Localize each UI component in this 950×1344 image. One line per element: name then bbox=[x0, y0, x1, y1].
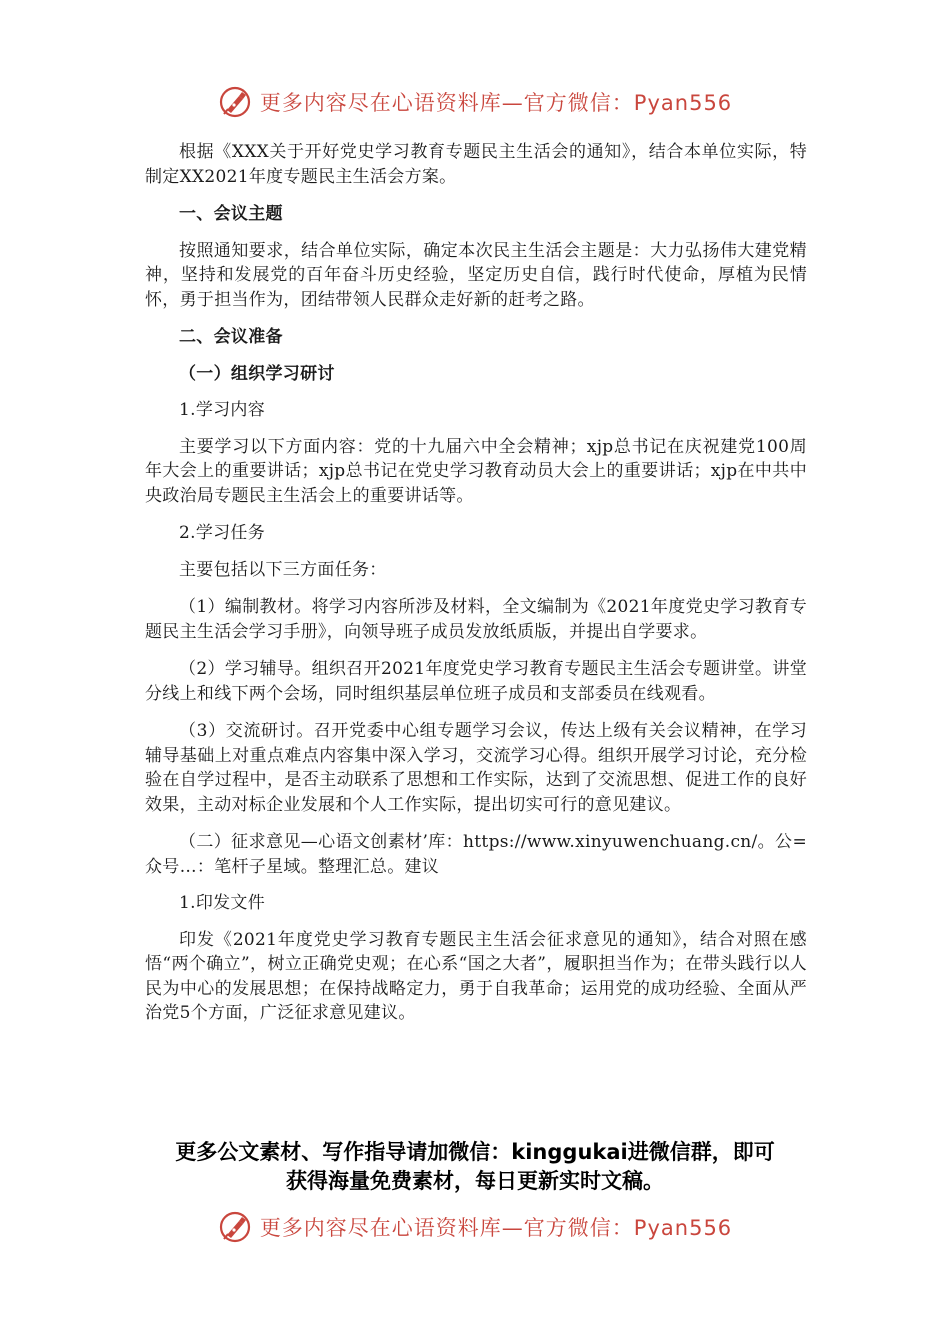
section-heading: 一、会议主题 bbox=[179, 204, 283, 224]
subsection-heading: （一）组织学习研讨 bbox=[179, 363, 335, 384]
paragraph: 1.印发文件 bbox=[179, 893, 266, 913]
header-banner bbox=[0, 82, 950, 122]
document-body bbox=[145, 140, 807, 1026]
paragraph: 印发《2021年度党史学习教育专题民主生活会征求意见的通知》，结合对照在感悟“两个确立”，树立正确党史观；在心系“国之大者”，履职担当作为；在带头践行以人民为中心的发展思想；在保持战略定力，勇于自我革命；运用党的成功经验、全面从严治党5个方面，广泛征求意见建议。 bbox=[145, 929, 807, 1023]
promo-text bbox=[0, 1138, 950, 1196]
paragraph: 按照通知要求，结合单位实际，确定本次民主生活会主题是：大力弘扬伟大建党精神，坚持和发展党的百年奋斗历史经验，坚定历史自信，践行时代使命，厚植为民情怀，勇于担当作为，团结带领人民群众走好新的赶考之路。 bbox=[145, 240, 807, 310]
paragraph: 1.学习内容 bbox=[179, 400, 266, 420]
pen-nib-icon bbox=[218, 1210, 252, 1244]
promo-line-2: 获得海量免费素材，每日更新实时文稿。 bbox=[286, 1169, 664, 1193]
paragraph: 根据《XXX关于开好党史学习教育专题民主生活会的通知》，结合本单位实际，特制定XX2021年度专题民主生活会方案。 bbox=[145, 142, 807, 187]
paragraph: （3）交流研讨。召开党委中心组专题学习会议，传达上级有关会议精神，在学习辅导基础上对重点难点内容集中深入学习，交流学习心得。组织开展学习讨论，充分检验在自学过程中，是否主动联系了思想和工作实际，达到了交流思想、促进工作的良好效果，主动对标企业发展和个人工作实际，提出切实可行的意见建议。 bbox=[145, 721, 807, 815]
footer-banner bbox=[0, 1207, 950, 1247]
paragraph: 主要包括以下三方面任务： bbox=[179, 559, 387, 580]
paragraph: （2）学习辅导。组织召开2021年度党史学习教育专题民主生活会专题讲堂。讲堂分线上和线下两个会场，同时组织基层单位班子成员和支部委员在线观看。 bbox=[145, 659, 807, 704]
paragraph: 主要学习以下方面内容：党的十九届六中全会精神；xjp总书记在庆祝建党100周年大会上的重要讲话；xjp总书记在党史学习教育动员大会上的重要讲话；xjp在中共中央政治局专题民主生活会上的重要讲话等。 bbox=[145, 436, 807, 506]
pen-nib-icon bbox=[218, 85, 252, 119]
promo-line-1: 更多公文素材、写作指导请加微信：kinggukai进微信群，即可 bbox=[175, 1140, 775, 1164]
banner-text: 更多内容尽在心语资料库—官方微信：Pyan556 bbox=[259, 91, 733, 115]
paragraph: 2.学习任务 bbox=[179, 523, 266, 543]
paragraph: （二）征求意见—心语文创素材’库：https://www.xinyuwenchuang.cn/。公=众号…：笔杆子星域。整理汇总。建议 bbox=[145, 832, 807, 877]
paragraph: （1）编制教材。将学习内容所涉及材料，全文编制为《2021年度党史学习教育专题民主生活会学习手册》，向领导班子成员发放纸质版，并提出自学要求。 bbox=[145, 597, 807, 642]
banner-text: 更多内容尽在心语资料库—官方微信：Pyan556 bbox=[259, 1216, 733, 1240]
section-heading: 二、会议准备 bbox=[179, 327, 283, 347]
